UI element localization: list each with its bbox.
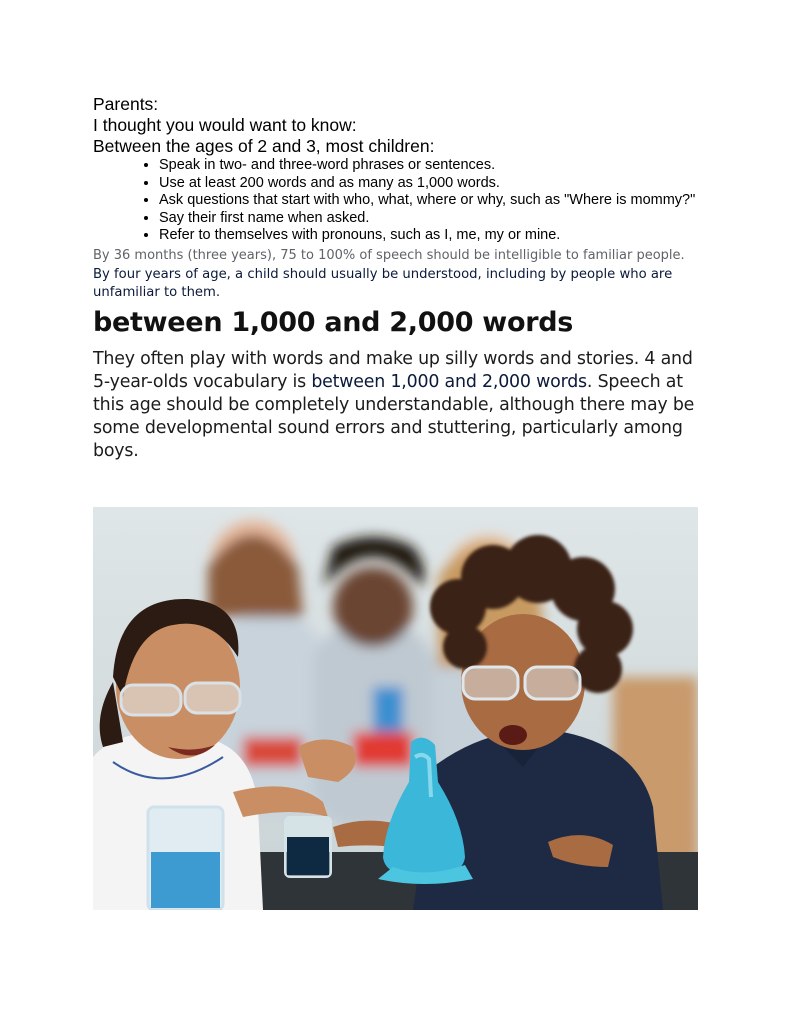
list-item: • Refer to themselves with pronouns, such as I, me, my or mine. (159, 227, 698, 245)
list-item: • Use at least 200 words and as many as 1,000 words. (159, 175, 698, 193)
photo-illustration (93, 507, 698, 910)
beaker-water (148, 807, 223, 910)
intro-parents: Parents: (93, 94, 159, 114)
note-36-months: By 36 months (three years), 75 to 100% of speech should be intelligible to familiar people. (93, 247, 685, 263)
paragraph-part-1: They often play with words and make up silly words and stories. 4 and 5-year-olds vocabulary is (93, 348, 693, 392)
children-science-photo (93, 507, 698, 910)
intro-want-to-know: I thought you would want to know: (93, 115, 357, 135)
vocabulary-paragraph (93, 348, 698, 463)
list-item: • Say their first name when asked. (159, 210, 698, 228)
note-four-years: By four years of age, a child should usually be understood, including by people who are unfamiliar to them. (93, 266, 673, 300)
milestones-list (93, 157, 698, 245)
document-body (93, 94, 698, 463)
small-cup-dark-liquid (285, 817, 331, 877)
intro-ages-2-3: Between the ages of 2 and 3, most children: (93, 136, 435, 156)
paragraph-part-2: . Speech at this age should be completely understandable, although there may be some developmental sound errors and stuttering, particularly among boys. (93, 371, 695, 461)
paragraph-highlight: between 1,000 and 2,000 words (311, 371, 587, 392)
list-item: • Ask questions that start with who, what, where or why, such as "Where is mommy?" (159, 192, 698, 210)
list-item: • Speak in two- and three-word phrases or sentences. (159, 157, 698, 175)
section-heading: between 1,000 and 2,000 words (93, 306, 574, 338)
